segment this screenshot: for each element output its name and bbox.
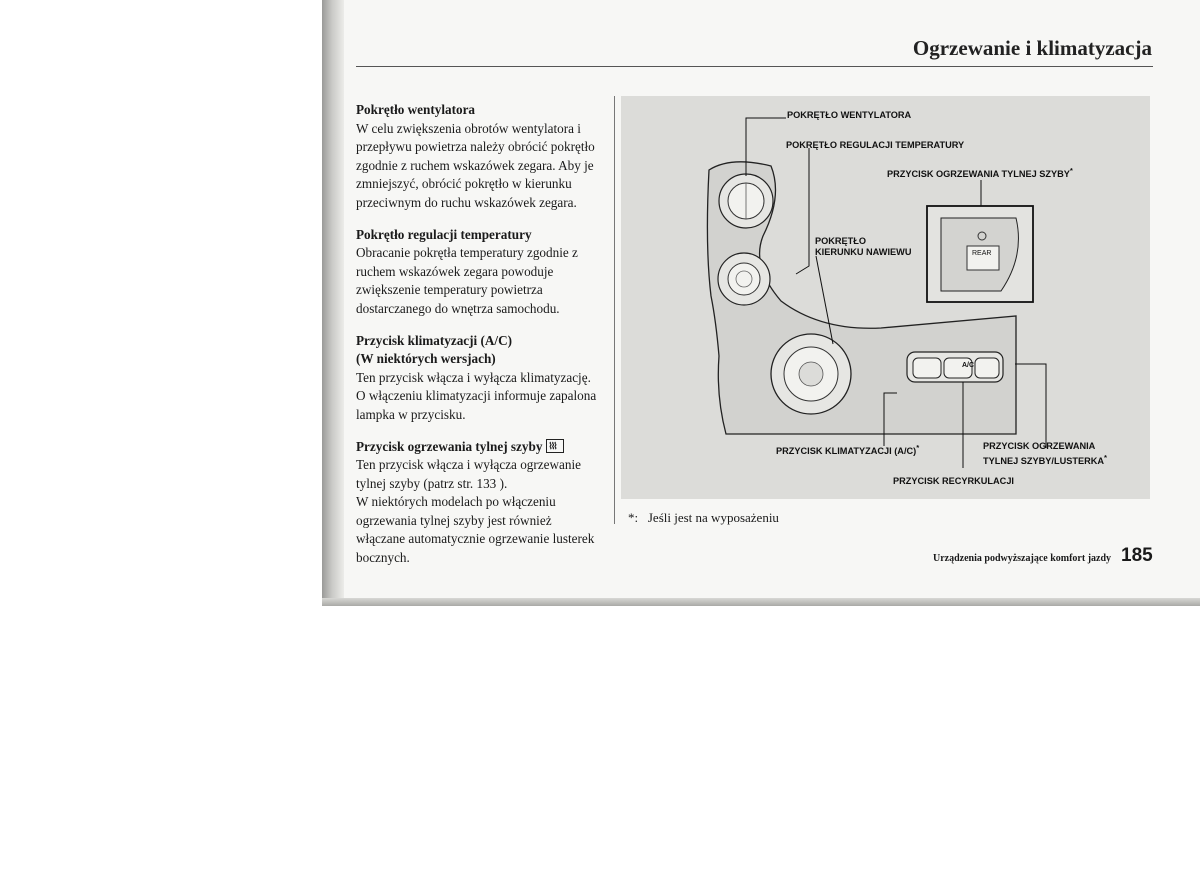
label-temp-knob: POKRĘTŁO REGULACJI TEMPERATURY xyxy=(786,140,965,150)
text-column xyxy=(356,101,606,581)
page-bottom-edge xyxy=(322,598,1200,606)
label-ac-button xyxy=(776,442,919,457)
footer-chapter: Urządzenia podwyższające komfort jazdy xyxy=(933,553,1112,564)
section-heading-text: Przycisk ogrzewania tylnej szyby xyxy=(356,438,543,454)
text-line: W celu zwiększenia obrotów wentylatora i xyxy=(356,120,581,136)
section-temp-knob xyxy=(356,226,606,319)
text-line: lampka w przycisku. xyxy=(356,406,466,422)
section-subheading: (W niektórych wersjach) xyxy=(356,351,496,367)
text-line: dostarczanego do wnętrza samochodu. xyxy=(356,300,560,316)
text-line: zmniejszyć, obrócić pokrętło w kierunku xyxy=(356,176,572,192)
label-rear-mirror-line1: PRZYCISK OGRZEWANIA xyxy=(983,441,1096,451)
column-divider xyxy=(614,96,615,524)
section-heading: Pokrętło wentylatora xyxy=(356,102,476,117)
text-line: przeciwnym do ruchu wskazówek zegara. xyxy=(356,194,577,210)
label-text: TYLNEJ SZYBY/LUSTERKA xyxy=(983,456,1104,467)
text-line: zgodnie z ruchem wskazówek zegara. Aby je xyxy=(356,157,594,173)
text-line: ruchem wskazówek zegara powoduje xyxy=(356,263,554,279)
mode-knob xyxy=(771,334,851,414)
panel-ac-text: A/C xyxy=(962,362,975,369)
section-heading: Przycisk klimatyzacji (A/C) xyxy=(356,332,513,348)
asterisk: * xyxy=(916,443,920,452)
text-line: Ten przycisk włącza i wyłącza klimatyzację. xyxy=(356,369,591,385)
footnote-text: Jeśli jest na wyposażeniu xyxy=(647,510,779,525)
label-mode-knob-line1: POKRĘTŁO xyxy=(815,236,867,246)
climate-panel-drawing xyxy=(621,96,1150,499)
text-line: bocznych. xyxy=(356,550,410,566)
text-line: tylnej szyby (patrz str. 133 ). xyxy=(356,475,508,491)
asterisk: * xyxy=(1103,453,1107,462)
label-rear-mirror-line2 xyxy=(983,452,1107,467)
section-heading: Pokrętło regulacji temperatury xyxy=(356,226,532,242)
section-ac-button xyxy=(356,332,606,425)
button-row xyxy=(907,352,1003,382)
climate-panel-figure xyxy=(621,96,1150,499)
label-text: PRZYCISK KLIMATYZACJI (A/C) xyxy=(776,446,917,457)
text-line: włączane automatycznie ogrzewanie lusterek xyxy=(356,531,595,547)
header-rule xyxy=(356,66,1153,67)
label-rear-defrost-button xyxy=(887,165,1073,180)
rear-defrost-icon xyxy=(546,439,564,453)
text-line: Obracanie pokrętła temperatury zgodnie z xyxy=(356,245,578,261)
section-rear-defrost xyxy=(356,438,606,568)
text-line: zwiększenie temperatury powietrza xyxy=(356,282,543,298)
page-number: 185 xyxy=(1121,545,1153,566)
panel-rear-text: REAR xyxy=(972,250,992,257)
section-fan-knob xyxy=(356,101,606,213)
footnote-mark: *: xyxy=(628,510,639,525)
asterisk: * xyxy=(1069,166,1073,175)
label-mode-knob-line2: KIERUNKU NAWIEWU xyxy=(815,247,912,257)
label-text: PRZYCISK OGRZEWANIA TYLNEJ SZYBY xyxy=(887,169,1070,180)
page-title: Ogrzewanie i klimatyzacja xyxy=(912,36,1152,60)
page-binding-shadow xyxy=(322,0,344,606)
text-line: Ten przycisk włącza i wyłącza ogrzewanie xyxy=(356,457,581,473)
fan-knob xyxy=(719,174,773,228)
footnote xyxy=(628,510,779,526)
label-recirculation-button: PRZYCISK RECYRKULACJI xyxy=(893,476,1014,486)
text-line: W niektórych modelach po włączeniu xyxy=(356,494,556,510)
text-line: O włączeniu klimatyzacji informuje zapalona xyxy=(356,388,597,404)
text-line: przepływu powietrza należy obrócić pokrętło xyxy=(356,139,595,155)
temperature-knob xyxy=(718,253,770,305)
section-heading xyxy=(356,438,606,457)
label-fan-knob: POKRĘTŁO WENTYLATORA xyxy=(787,110,912,120)
text-line: ogrzewania tylnej szyby jest również xyxy=(356,512,552,528)
